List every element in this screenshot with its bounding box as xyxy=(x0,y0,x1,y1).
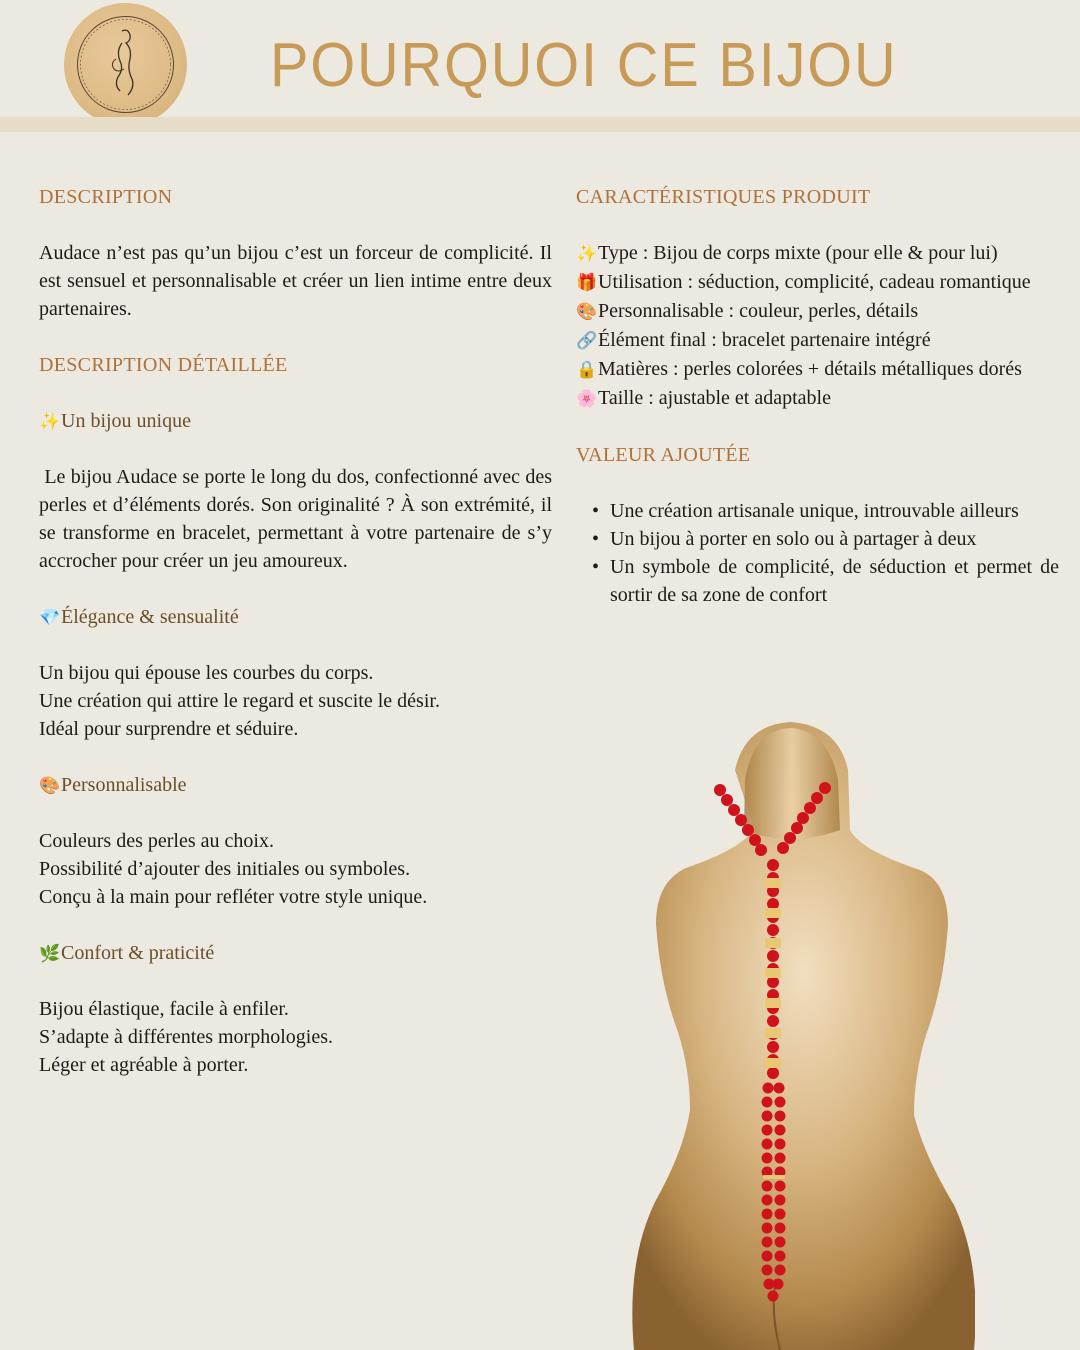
personalisable-line: Conçu à la main pour refléter votre style unique. xyxy=(39,886,428,908)
comfort-line: S’adapte à différentes morphologies. xyxy=(39,1026,333,1048)
mannequin-illustration xyxy=(585,720,975,1350)
description-heading: DESCRIPTION xyxy=(39,186,173,208)
page-header xyxy=(0,0,1080,132)
page-title: POURQUOI CE BIJOU xyxy=(270,31,898,100)
elegance-line: Idéal pour surprendre et séduire. xyxy=(39,718,299,740)
sparkles-icon: ✨ xyxy=(39,412,61,431)
value-list-item: • Une création artisanale unique, introuvable ailleurs xyxy=(610,497,1059,525)
right-column xyxy=(576,183,1059,609)
feature-item: ✨Type : Bijou de corps mixte (pour elle & pour lui) xyxy=(576,239,1059,268)
elegance-line: Une création qui attire le regard et suscite le désir. xyxy=(39,690,440,712)
detailed-description-heading: DESCRIPTION DÉTAILLÉE xyxy=(39,354,288,376)
brand-logo xyxy=(64,3,187,126)
comfort-line: Bijou élastique, facile à enfiler. xyxy=(39,998,289,1020)
palette-icon: 🎨 xyxy=(576,302,598,321)
feature-item: 🔒Matières : perles colorées + détails métalliques dorés xyxy=(576,355,1059,384)
elegance-line: Un bijou qui épouse les courbes du corps. xyxy=(39,662,374,684)
header-divider xyxy=(0,117,1080,132)
product-photo xyxy=(585,720,975,1350)
value-list-item: • Un bijou à porter en solo ou à partager à deux xyxy=(610,525,1059,553)
value-list xyxy=(576,497,1059,609)
value-heading: VALEUR AJOUTÉE xyxy=(576,444,751,466)
personalisable-line: Possibilité d’ajouter des initiales ou symboles. xyxy=(39,858,411,880)
gem-icon: 💎 xyxy=(39,608,61,627)
unique-subheading xyxy=(39,407,552,435)
feature-item: 🎨Personnalisable : couleur, perles, détails xyxy=(576,297,1059,326)
elegance-title: Élégance & sensualité xyxy=(61,606,239,628)
gift-icon: 🎁 xyxy=(576,273,598,292)
comfort-subheading xyxy=(39,939,552,967)
unique-text: Le bijou Audace se porte le long du dos, confectionné avec des perles et d’éléments dorés. Son originalité ? À son extrémité, il se transforme en bracelet, permettant à votre partenaire de s’y accrocher pour créer un jeu amoureux. xyxy=(39,466,557,572)
personalisable-title: Personnalisable xyxy=(61,774,187,796)
description-text: Audace n’est pas qu’un bijou c’est un forceur de complicité. Il est sensuel et personnalisable et créer un lien intime entre deux partenaires. xyxy=(39,242,552,320)
comfort-line: Léger et agréable à porter. xyxy=(39,1054,249,1076)
blossom-icon: 🌸 xyxy=(576,389,598,408)
palette-icon: 🎨 xyxy=(39,776,61,795)
left-column xyxy=(39,183,557,1079)
feature-item: 🌸Taille : ajustable et adaptable xyxy=(576,384,1059,413)
elegance-subheading xyxy=(39,603,552,631)
personalisable-subheading xyxy=(39,771,552,799)
comfort-title: Confort & praticité xyxy=(61,942,215,964)
feature-item: 🎁Utilisation : séduction, complicité, cadeau romantique xyxy=(576,268,1059,297)
logo-emblem-icon xyxy=(64,3,187,126)
herb-icon: 🌿 xyxy=(39,944,61,963)
personalisable-line: Couleurs des perles au choix. xyxy=(39,830,274,852)
unique-title: Un bijou unique xyxy=(61,410,191,432)
feature-item: 🔗Élément final : bracelet partenaire intégré xyxy=(576,326,1059,355)
link-icon: 🔗 xyxy=(576,331,598,350)
sparkles-icon: ✨ xyxy=(576,244,598,263)
features-heading: CARACTÉRISTIQUES PRODUIT xyxy=(576,186,871,208)
lock-icon: 🔒 xyxy=(576,360,598,379)
value-list-item: • Un symbole de complicité, de séduction et permet de sortir de sa zone de confort xyxy=(610,553,1059,609)
